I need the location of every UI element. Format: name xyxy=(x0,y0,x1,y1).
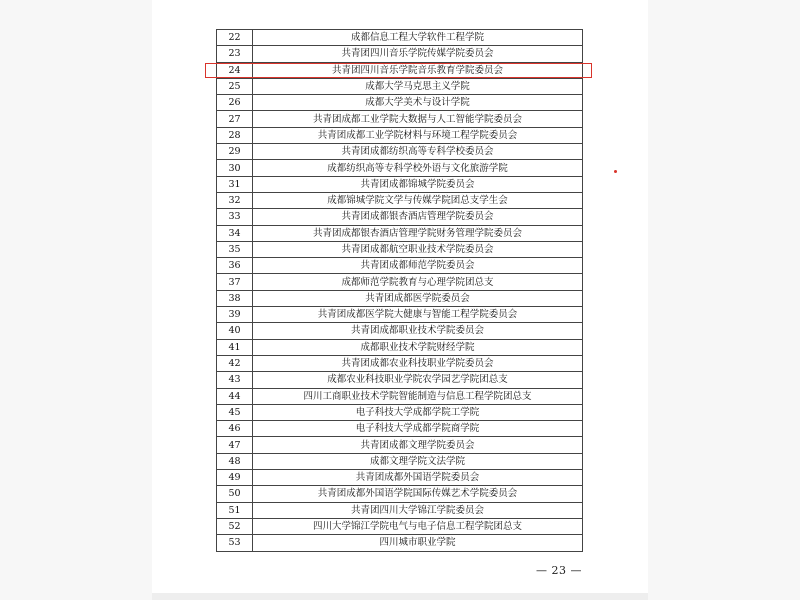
row-number: 30 xyxy=(217,160,253,176)
organization-name: 成都农业科技职业学院农学园艺学院团总支 xyxy=(253,372,583,388)
row-number: 32 xyxy=(217,192,253,208)
row-number: 37 xyxy=(217,274,253,290)
row-number: 22 xyxy=(217,30,253,46)
organization-name: 成都大学马克思主义学院 xyxy=(253,78,583,94)
table-row xyxy=(217,241,583,257)
table-row xyxy=(217,307,583,323)
organization-name: 成都纺织高等专科学校外语与文化旅游学院 xyxy=(253,160,583,176)
organization-name: 共青团成都银杏酒店管理学院委员会 xyxy=(253,209,583,225)
row-number: 36 xyxy=(217,258,253,274)
table-row xyxy=(217,258,583,274)
organization-name: 共青团成都师范学院委员会 xyxy=(253,258,583,274)
table-row xyxy=(217,78,583,94)
page-bottom-edge xyxy=(152,593,648,600)
organization-name: 成都大学美术与设计学院 xyxy=(253,95,583,111)
table-row xyxy=(217,290,583,306)
row-number: 38 xyxy=(217,290,253,306)
row-number: 39 xyxy=(217,307,253,323)
row-number: 48 xyxy=(217,453,253,469)
table-row xyxy=(217,404,583,420)
organization-name: 共青团成都银杏酒店管理学院财务管理学院委员会 xyxy=(253,225,583,241)
row-number: 23 xyxy=(217,46,253,62)
table-row xyxy=(217,372,583,388)
table-row xyxy=(217,209,583,225)
organization-name: 成都职业技术学院财经学院 xyxy=(253,339,583,355)
row-number: 43 xyxy=(217,372,253,388)
row-number: 34 xyxy=(217,225,253,241)
organization-name: 共青团四川音乐学院音乐教育学院委员会 xyxy=(253,62,583,78)
organization-name: 共青团成都锦城学院委员会 xyxy=(253,176,583,192)
table-row xyxy=(217,176,583,192)
red-dot-mark xyxy=(614,170,617,173)
row-number: 46 xyxy=(217,421,253,437)
organization-name: 四川工商职业技术学院智能制造与信息工程学院团总支 xyxy=(253,388,583,404)
row-number: 31 xyxy=(217,176,253,192)
table-row xyxy=(217,323,583,339)
highlight-box-row-24 xyxy=(205,63,592,78)
organization-name: 四川大学锦江学院电气与电子信息工程学院团总支 xyxy=(253,518,583,534)
table-row xyxy=(217,502,583,518)
organization-name: 共青团成都航空职业技术学院委员会 xyxy=(253,241,583,257)
organization-name: 共青团成都职业技术学院委员会 xyxy=(253,323,583,339)
organization-name: 电子科技大学成都学院商学院 xyxy=(253,421,583,437)
row-number: 25 xyxy=(217,78,253,94)
row-number: 42 xyxy=(217,355,253,371)
row-number: 41 xyxy=(217,339,253,355)
table-row xyxy=(217,339,583,355)
table-row xyxy=(217,355,583,371)
row-number: 52 xyxy=(217,518,253,534)
row-number: 29 xyxy=(217,144,253,160)
table-row xyxy=(217,192,583,208)
row-number: 35 xyxy=(217,241,253,257)
row-number: 33 xyxy=(217,209,253,225)
table-row xyxy=(217,46,583,62)
organization-name: 共青团成都工业学院大数据与人工智能学院委员会 xyxy=(253,111,583,127)
organization-name: 共青团成都工业学院材料与环境工程学院委员会 xyxy=(253,127,583,143)
organization-name: 共青团四川音乐学院传媒学院委员会 xyxy=(253,46,583,62)
row-number: 53 xyxy=(217,535,253,551)
table-row xyxy=(217,535,583,551)
organization-name: 成都锦城学院文学与传媒学院团总支学生会 xyxy=(253,192,583,208)
organization-name: 共青团成都外国语学院委员会 xyxy=(253,470,583,486)
page-number: — 23 — xyxy=(536,564,582,577)
row-number: 49 xyxy=(217,470,253,486)
table-row xyxy=(217,111,583,127)
table-row xyxy=(217,160,583,176)
organization-name: 共青团成都纺织高等专科学校委员会 xyxy=(253,144,583,160)
table-row xyxy=(217,470,583,486)
row-number: 50 xyxy=(217,486,253,502)
row-number: 24 xyxy=(217,62,253,78)
table-row xyxy=(217,453,583,469)
row-number: 47 xyxy=(217,437,253,453)
table-row xyxy=(217,95,583,111)
organization-name: 共青团成都外国语学院国际传媒艺术学院委员会 xyxy=(253,486,583,502)
row-number: 40 xyxy=(217,323,253,339)
organization-name: 共青团成都医学院大健康与智能工程学院委员会 xyxy=(253,307,583,323)
organization-name: 共青团成都文理学院委员会 xyxy=(253,437,583,453)
table-row xyxy=(217,437,583,453)
organization-name: 成都师范学院教育与心理学院团总支 xyxy=(253,274,583,290)
organization-list-table xyxy=(216,29,583,552)
table-row xyxy=(217,274,583,290)
table-row xyxy=(217,225,583,241)
row-number: 27 xyxy=(217,111,253,127)
organization-name: 四川城市职业学院 xyxy=(253,535,583,551)
organization-name: 共青团四川大学锦江学院委员会 xyxy=(253,502,583,518)
table-row xyxy=(217,421,583,437)
organization-name: 成都文理学院文法学院 xyxy=(253,453,583,469)
table-row xyxy=(217,144,583,160)
row-number: 28 xyxy=(217,127,253,143)
row-number: 44 xyxy=(217,388,253,404)
row-number: 45 xyxy=(217,404,253,420)
row-number: 51 xyxy=(217,502,253,518)
organization-name: 共青团成都农业科技职业学院委员会 xyxy=(253,355,583,371)
table-row xyxy=(217,388,583,404)
table-body xyxy=(217,30,583,552)
table-row xyxy=(217,127,583,143)
organization-name: 成都信息工程大学软件工程学院 xyxy=(253,30,583,46)
organization-name: 电子科技大学成都学院工学院 xyxy=(253,404,583,420)
table-row xyxy=(217,518,583,534)
table-row xyxy=(217,486,583,502)
organization-name: 共青团成都医学院委员会 xyxy=(253,290,583,306)
table-row xyxy=(217,30,583,46)
row-number: 26 xyxy=(217,95,253,111)
